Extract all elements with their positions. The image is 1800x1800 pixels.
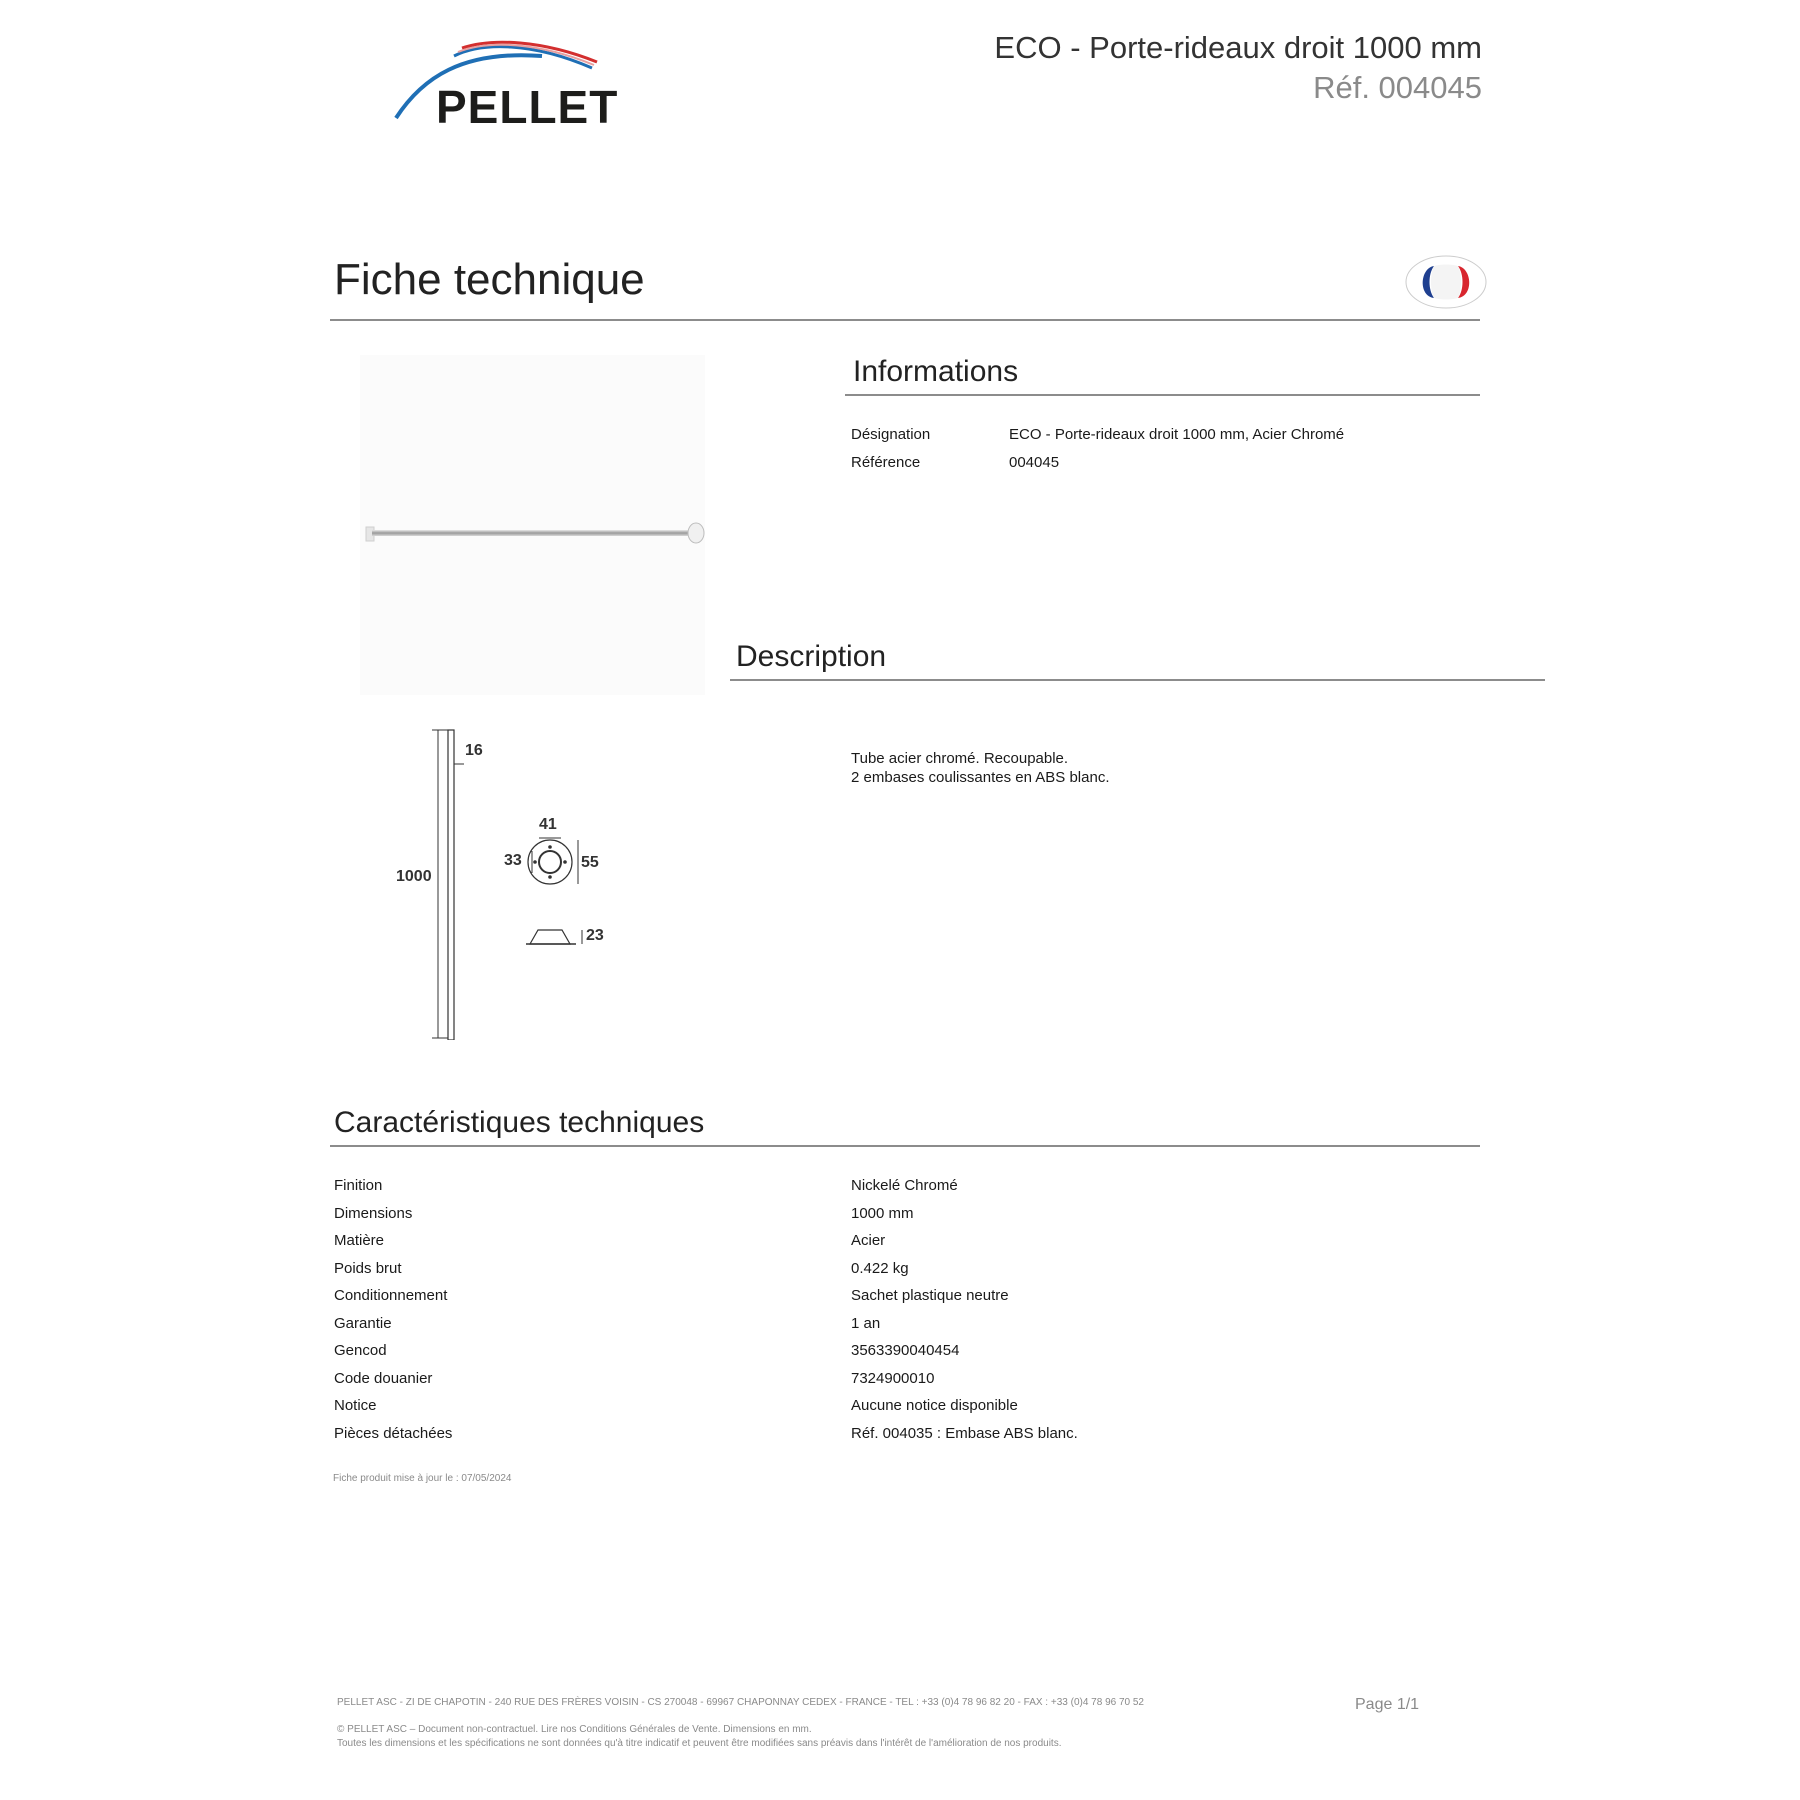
dim-length-label: 1000: [396, 868, 432, 885]
product-title: ECO - Porte-rideaux droit 1000 mm: [994, 30, 1482, 65]
pellet-logo: [392, 38, 642, 133]
spec-value: 3563390040454: [851, 1342, 960, 1359]
spec-label: Code douanier: [334, 1369, 433, 1387]
fiche-rule: [330, 319, 1480, 321]
technical-drawing: [380, 720, 620, 1040]
spec-label: Conditionnement: [334, 1287, 448, 1304]
spec-value: Acier: [851, 1232, 886, 1249]
fiche-title: Fiche technique: [334, 255, 645, 304]
spec-label: Matière: [334, 1232, 385, 1249]
spec-value: Nickelé Chromé: [851, 1177, 958, 1194]
product-ref: Réf. 004045: [1313, 70, 1482, 105]
info-label-designation: Désignation: [851, 426, 931, 443]
info-label-reference: Référence: [851, 454, 921, 471]
spec-value: Sachet plastique neutre: [851, 1287, 1009, 1304]
spec-label: Notice: [334, 1397, 377, 1414]
footer-copyright: © PELLET ASC – Document non-contractuel. Lire nos Conditions Générales de Vente. Dimensions en mm.: [337, 1724, 812, 1735]
dim-41-label: 41: [539, 816, 557, 833]
french-flag-icon: [1404, 254, 1488, 310]
description-title: Description: [736, 640, 887, 673]
spec-value: Aucune notice disponible: [851, 1397, 1018, 1414]
dim-23-label: 23: [586, 927, 604, 944]
footer-address: PELLET ASC - ZI DE CHAPOTIN - 240 RUE DES FRÈRES VOISIN - CS 270048 - 69967 CHAPONNAY CEDEX - FRANCE - TEL : +33 (0)4 78 96 82 20 - FAX : +33 (0)4 78 96 70 52: [337, 1697, 1144, 1708]
dim-diameter-label: 16: [465, 742, 483, 759]
spec-label: Pièces détachées: [334, 1424, 453, 1442]
curtain-rod-image: [360, 355, 705, 695]
informations-rule: [845, 394, 1480, 396]
footer-disclaimer: Toutes les dimensions et les spécifications ne sont données qu'à titre indicatif et peuvent être modifiées sans préavis dans l'intérêt de l'amélioration de nos produits.: [337, 1738, 1062, 1749]
informations-title: Informations: [853, 355, 1019, 388]
spec-label: Gencod: [334, 1342, 387, 1359]
product-photo: [360, 355, 705, 695]
description-rule: [730, 679, 1545, 681]
spec-value: 7324900010: [851, 1369, 935, 1387]
spec-label: Garantie: [334, 1314, 392, 1332]
spec-value: 1 an: [851, 1314, 881, 1332]
spec-label: Dimensions: [334, 1204, 413, 1222]
page-number: Page 1/1: [1355, 1696, 1420, 1713]
dim-33-label: 33: [504, 852, 522, 869]
dim-55-label: 55: [581, 854, 599, 871]
description-line-1: Tube acier chromé. Recoupable.: [851, 750, 1069, 767]
caracteristiques-rule: [330, 1145, 1480, 1147]
spec-label: Poids brut: [334, 1259, 402, 1277]
info-value-designation: ECO - Porte-rideaux droit 1000 mm, Acier Chromé: [1009, 426, 1345, 443]
logo-text: PELLET: [436, 81, 619, 133]
spec-value: Réf. 004035 : Embase ABS blanc.: [851, 1424, 1078, 1442]
spec-value: 0.422 kg: [851, 1259, 909, 1277]
info-value-reference: 004045: [1009, 454, 1060, 471]
spec-label: Finition: [334, 1177, 383, 1194]
spec-value: 1000 mm: [851, 1204, 914, 1222]
fabrication-francaise-badge: [1404, 254, 1488, 310]
caracteristiques-title: Caractéristiques techniques: [334, 1106, 705, 1139]
description-line-2: 2 embases coulissantes en ABS blanc.: [851, 769, 1110, 786]
updated-date: Fiche produit mise à jour le : 07/05/2024: [333, 1473, 512, 1484]
